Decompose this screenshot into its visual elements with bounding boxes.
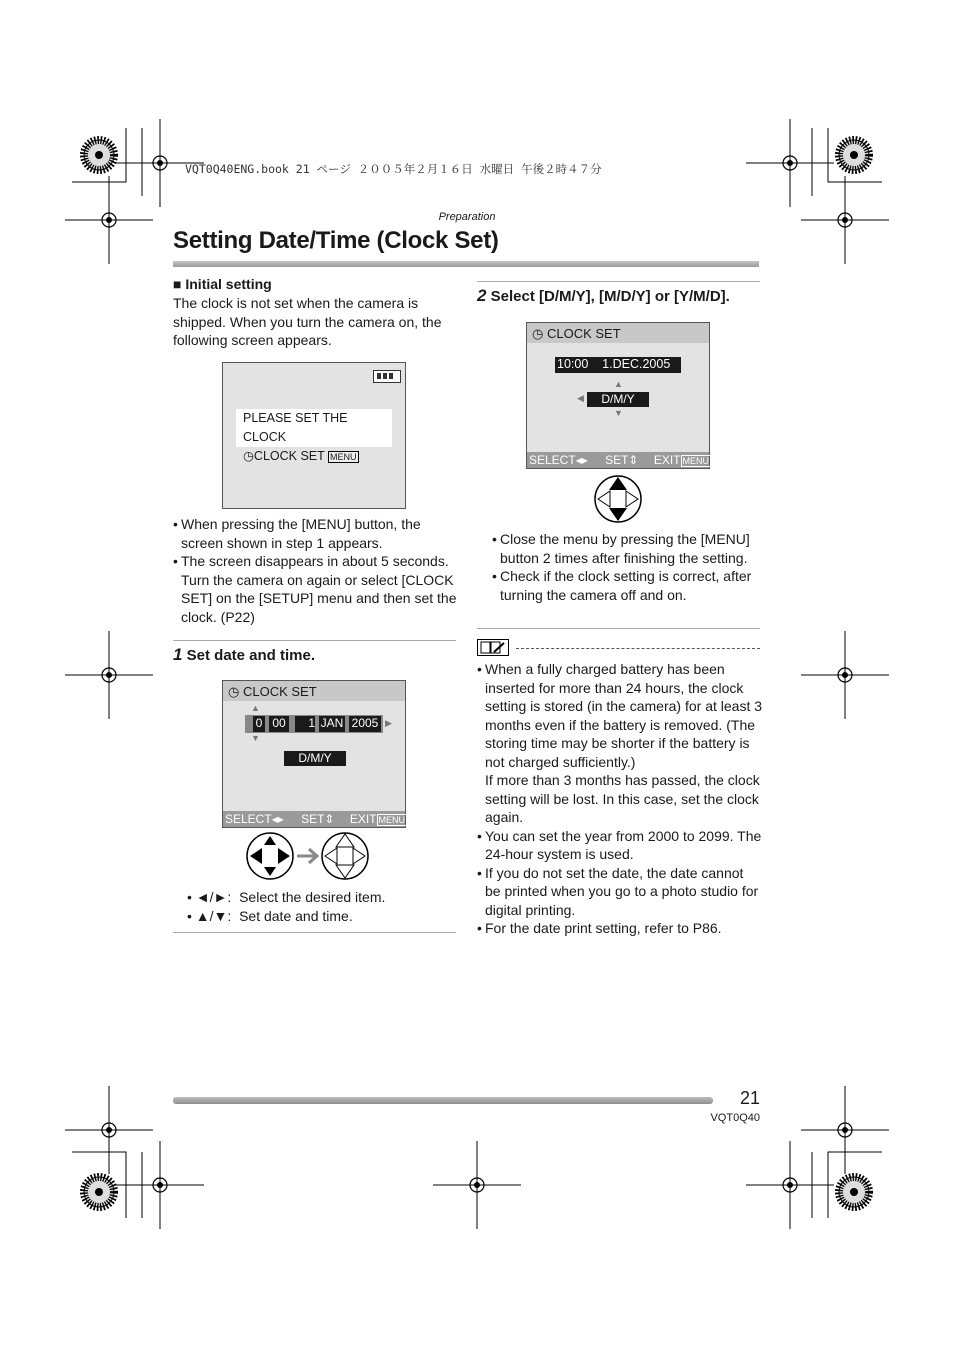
year-field: 2005 bbox=[349, 716, 381, 732]
initial-setting-label: Initial setting bbox=[185, 276, 272, 292]
page-number: 21 bbox=[739, 1088, 760, 1108]
clock-set-text: CLOCK SET bbox=[253, 449, 325, 463]
date-format-field: D/M/Y bbox=[587, 392, 649, 407]
screen-footer bbox=[527, 452, 709, 468]
up-down-icon: ⇕ bbox=[324, 812, 335, 826]
down-arrow-icon: ▼ bbox=[614, 408, 623, 418]
key-text: Select the desired item. bbox=[239, 889, 386, 905]
bullets-initial bbox=[173, 515, 458, 626]
exit-label: EXIT bbox=[653, 453, 681, 467]
step-number: 1 bbox=[173, 645, 183, 664]
menu-icon: MENU bbox=[330, 452, 357, 462]
initial-setting-text: The clock is not set when the camera is shipped. When you turn the camera on, the following screen appears. bbox=[173, 295, 442, 348]
key-symbol: ◄/► bbox=[195, 889, 228, 905]
key-text: Set date and time. bbox=[239, 907, 353, 924]
down-arrow-icon: ▼ bbox=[251, 733, 260, 743]
day-field: 1 bbox=[295, 716, 315, 732]
bullet-item: • Close the menu by pressing the [MENU] button 2 times after finishing the setting. bbox=[492, 530, 760, 567]
cursor-button-lr-icon bbox=[247, 833, 293, 879]
screen-header bbox=[223, 681, 405, 701]
battery-icon bbox=[373, 370, 401, 383]
left-arrow-icon: ◀ bbox=[577, 393, 584, 403]
screen-header bbox=[527, 323, 709, 343]
screen-please-set-clock bbox=[222, 362, 406, 509]
note-item: • For the date print setting, refer to P86. bbox=[477, 919, 762, 938]
note-continuation: If more than 3 months has passed, the clock setting will be lost. In this case, set the clock again. bbox=[485, 772, 760, 825]
square-bullet-icon: ■ bbox=[173, 276, 182, 292]
key-legend bbox=[187, 888, 467, 925]
step-number: 2 bbox=[477, 286, 487, 305]
select-label: SELECT bbox=[529, 453, 576, 467]
screen-clock-set-step1 bbox=[222, 680, 406, 828]
bullet-item: • Check if the clock setting is correct, after turning the camera off and on. bbox=[492, 567, 760, 604]
right-arrow-icon: ▶ bbox=[385, 718, 392, 728]
up-down-icon: ⇕ bbox=[628, 453, 639, 467]
divider bbox=[477, 281, 760, 282]
note-item bbox=[477, 660, 762, 827]
page-title: Setting Date/Time (Clock Set) bbox=[173, 227, 499, 254]
bullet-item: • The screen disappears in about 5 seconds. Turn the camera on again or select [CLOCK SET] on the [SETUP] menu and then set the clock. (P22) bbox=[173, 552, 458, 626]
note-dashed-line bbox=[516, 648, 760, 649]
section-label: Preparation bbox=[438, 211, 496, 223]
please-set-clock-text: PLEASE SET THE CLOCK bbox=[243, 411, 348, 444]
footer-bar bbox=[173, 1097, 713, 1104]
screen-footer bbox=[223, 811, 405, 827]
note-text: When a fully charged battery has been inserted for more than 24 hours, the clock setting is stored (in the camera) for at least 3 months even if the battery is removed. (The storing time may be shorter if the battery is not charged sufficiently.) bbox=[485, 661, 763, 770]
note-item: • If you do not set the date, the date cannot be printed when you go to a photo studio for digital printing. bbox=[477, 864, 762, 920]
notes bbox=[477, 660, 762, 938]
menu-icon: MENU bbox=[378, 815, 405, 825]
clock-message-box bbox=[236, 409, 392, 463]
left-right-icon: ◂▸ bbox=[271, 812, 284, 826]
step-label: Set date and time. bbox=[186, 647, 316, 664]
up-arrow-icon: ▲ bbox=[614, 379, 623, 389]
clock-icon: ◷ bbox=[228, 684, 240, 699]
select-label: SELECT bbox=[225, 812, 272, 826]
clock-icon: ◷ bbox=[243, 449, 254, 463]
step-label: Select [D/M/Y], [M/D/Y] or [Y/M/D]. bbox=[490, 288, 730, 305]
screen-title: CLOCK SET bbox=[242, 684, 317, 699]
divider bbox=[477, 628, 760, 629]
clock-icon: ◷ bbox=[532, 326, 544, 341]
hour-field: 0 bbox=[253, 716, 265, 732]
key-item: • ◄/►: Select the desired item. bbox=[187, 889, 386, 905]
document-code: VQT0Q40 bbox=[710, 1112, 760, 1124]
print-header: VQT0Q40ENG.book 21 ページ ２００５年２月１６日 水曜日 午後２時４７分 bbox=[185, 162, 602, 176]
divider bbox=[173, 932, 456, 933]
screen-clock-set-step2 bbox=[526, 322, 710, 469]
note-item: • You can set the year from 2000 to 2099. The 24-hour system is used. bbox=[477, 827, 762, 864]
menu-icon: MENU bbox=[682, 456, 709, 466]
screen-title: CLOCK SET bbox=[546, 326, 621, 341]
date-format-field: D/M/Y bbox=[284, 751, 346, 766]
exit-label: EXIT bbox=[349, 812, 377, 826]
title-underline bbox=[173, 261, 759, 267]
divider bbox=[173, 640, 456, 641]
initial-setting-heading bbox=[173, 276, 272, 292]
bullets-step2 bbox=[492, 530, 760, 604]
left-right-icon: ◂▸ bbox=[575, 453, 588, 467]
minute-field: 00 bbox=[269, 716, 289, 732]
note-icon bbox=[477, 639, 509, 656]
month-field: JAN bbox=[320, 716, 344, 730]
up-arrow-icon: ▲ bbox=[251, 703, 260, 713]
bullet-item: • When pressing the [MENU] button, the screen shown in step 1 appears. bbox=[173, 515, 458, 552]
cursor-button-icon bbox=[592, 473, 644, 525]
set-label: SET bbox=[301, 812, 325, 826]
set-label: SET bbox=[605, 453, 629, 467]
step1-heading bbox=[173, 645, 315, 665]
date-fields bbox=[245, 715, 383, 733]
datetime-display: 10:00 1.DEC.2005 bbox=[555, 357, 681, 373]
cursor-buttons-diagram bbox=[245, 831, 375, 883]
key-symbol: ▲/▼ bbox=[195, 907, 228, 924]
step2-heading bbox=[477, 286, 730, 306]
arrow-right-icon bbox=[297, 849, 317, 863]
key-item: • ▲/▼: Set date and time. bbox=[187, 907, 353, 924]
cursor-button-ud-icon bbox=[322, 833, 368, 879]
